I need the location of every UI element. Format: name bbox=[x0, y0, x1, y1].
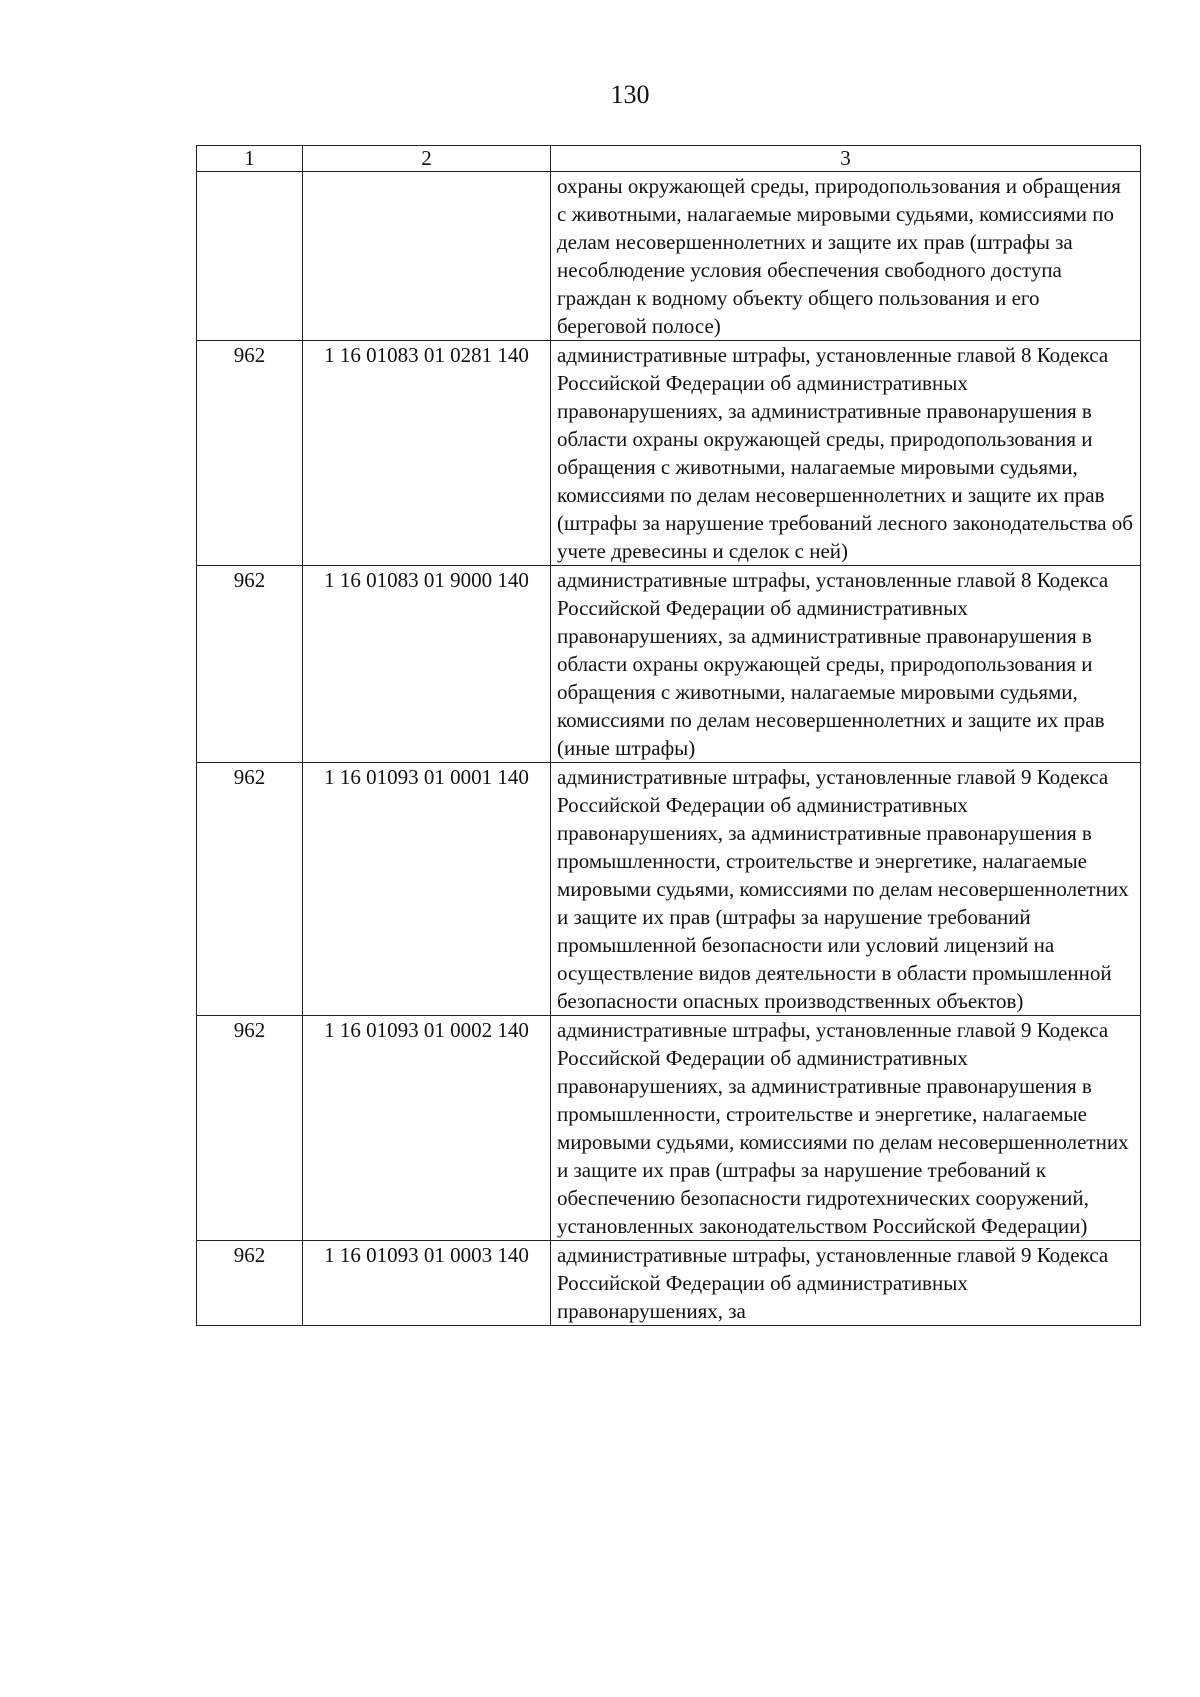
description-cell: административные штрафы, установленные главой 9 Кодекса Российской Федерации об административных правонарушениях, за bbox=[551, 1241, 1141, 1326]
admin-code-cell: 962 bbox=[197, 763, 303, 1016]
column-header-3: 3 bbox=[551, 146, 1141, 172]
revenue-code-cell: 1 16 01093 01 0002 140 bbox=[303, 1016, 551, 1241]
revenue-code-cell: 1 16 01093 01 0001 140 bbox=[303, 763, 551, 1016]
description-cell: охраны окружающей среды, природопользования и обращения с животными, налагаемые мировыми судьями, комиссиями по делам несовершеннолетних и защите их прав (штрафы за несоблюдение условия обеспечения свободного доступа граждан к водному объекту общего пользования и его береговой полосе) bbox=[551, 172, 1141, 341]
table-row bbox=[197, 566, 1141, 763]
revenue-codes-table bbox=[196, 145, 1141, 1326]
table-row bbox=[197, 172, 1141, 341]
description-cell: административные штрафы, установленные главой 8 Кодекса Российской Федерации об административных правонарушениях, за административные правонарушения в области охраны окружающей среды, природопользования и обращения с животными, налагаемые мировыми судьями, комиссиями по делам несовершеннолетних и защите их прав (штрафы за нарушение требований лесного законодательства об учете древесины и сделок с ней) bbox=[551, 341, 1141, 566]
table-row bbox=[197, 763, 1141, 1016]
table-row bbox=[197, 1241, 1141, 1326]
revenue-code-cell bbox=[303, 172, 551, 341]
table-row bbox=[197, 341, 1141, 566]
admin-code-cell bbox=[197, 172, 303, 341]
page-number: 130 bbox=[610, 80, 650, 109]
table-header-row bbox=[197, 146, 1141, 172]
revenue-code-cell: 1 16 01093 01 0003 140 bbox=[303, 1241, 551, 1326]
admin-code-cell: 962 bbox=[197, 1016, 303, 1241]
table-row bbox=[197, 1016, 1141, 1241]
column-header-1: 1 bbox=[197, 146, 303, 172]
revenue-code-cell: 1 16 01083 01 9000 140 bbox=[303, 566, 551, 763]
description-cell: административные штрафы, установленные главой 8 Кодекса Российской Федерации об административных правонарушениях, за административные правонарушения в области охраны окружающей среды, природопользования и обращения с животными, налагаемые мировыми судьями, комиссиями по делам несовершеннолетних и защите их прав (иные штрафы) bbox=[551, 566, 1141, 763]
admin-code-cell: 962 bbox=[197, 341, 303, 566]
column-header-2: 2 bbox=[303, 146, 551, 172]
admin-code-cell: 962 bbox=[197, 566, 303, 763]
description-cell: административные штрафы, установленные главой 9 Кодекса Российской Федерации об административных правонарушениях, за административные правонарушения в промышленности, строительстве и энергетике, налагаемые мировыми судьями, комиссиями по делам несовершеннолетних и защите их прав (штрафы за нарушение требований промышленной безопасности или условий лицензий на осуществление видов деятельности в области промышленной безопасности опасных производственных объектов) bbox=[551, 763, 1141, 1016]
revenue-code-cell: 1 16 01083 01 0281 140 bbox=[303, 341, 551, 566]
description-cell: административные штрафы, установленные главой 9 Кодекса Российской Федерации об административных правонарушениях, за административные правонарушения в промышленности, строительстве и энергетике, налагаемые мировыми судьями, комиссиями по делам несовершеннолетних и защите их прав (штрафы за нарушение требований к обеспечению безопасности гидротехнических сооружений, установленных законодательством Российской Федерации) bbox=[551, 1016, 1141, 1241]
admin-code-cell: 962 bbox=[197, 1241, 303, 1326]
